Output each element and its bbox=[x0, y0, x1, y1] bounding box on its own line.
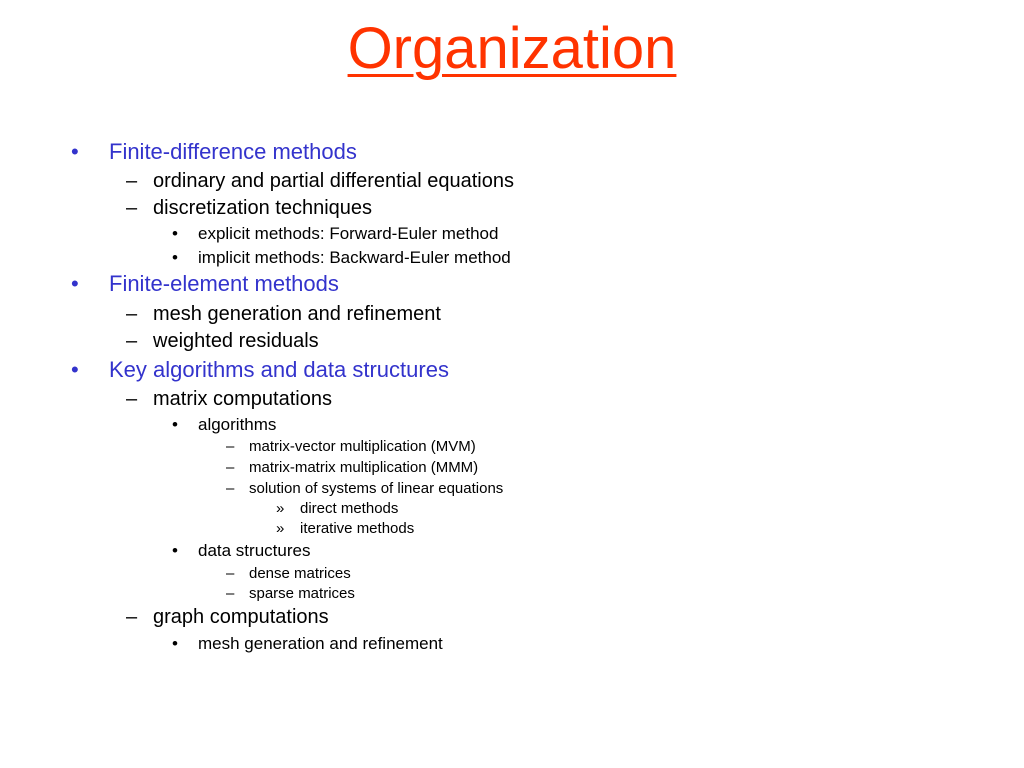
bullet-marker: – bbox=[226, 584, 235, 602]
outline-text: algorithms bbox=[198, 414, 277, 434]
bullet-marker: • bbox=[172, 633, 178, 653]
bullet-marker: – bbox=[126, 330, 138, 352]
bullet-marker: – bbox=[226, 479, 235, 497]
outline-text: sparse matrices bbox=[249, 584, 355, 602]
bullet-marker: – bbox=[226, 564, 235, 582]
bullet-marker: – bbox=[126, 606, 138, 628]
outline-text: Finite-difference methods bbox=[109, 139, 357, 164]
outline-text: Key algorithms and data structures bbox=[109, 357, 449, 382]
outline-text: explicit methods: Forward-Euler method bbox=[198, 223, 499, 243]
outline-text: dense matrices bbox=[249, 564, 351, 582]
bullet-marker: • bbox=[71, 357, 79, 382]
bullet-marker: – bbox=[126, 303, 138, 325]
outline-text: matrix-vector multiplication (MVM) bbox=[249, 437, 476, 455]
bullet-marker: – bbox=[126, 170, 138, 192]
outline-text: mesh generation and refinement bbox=[198, 633, 443, 653]
outline-text: Finite-element methods bbox=[109, 271, 339, 296]
outline-text: implicit methods: Backward-Euler method bbox=[198, 247, 511, 267]
bullet-marker: – bbox=[126, 197, 138, 219]
bullet-marker: » bbox=[276, 519, 285, 537]
outline-text: data structures bbox=[198, 540, 311, 560]
outline-text: mesh generation and refinement bbox=[153, 303, 441, 325]
bullet-marker: » bbox=[276, 499, 285, 517]
bullet-marker: – bbox=[226, 458, 235, 476]
bullet-marker: • bbox=[172, 247, 178, 267]
outline-text: solution of systems of linear equations bbox=[249, 479, 504, 497]
bullet-marker: • bbox=[172, 414, 178, 434]
outline-text: discretization techniques bbox=[153, 197, 373, 219]
bullet-marker: • bbox=[172, 223, 178, 243]
outline-text: matrix computations bbox=[153, 388, 332, 410]
outline-text: graph computations bbox=[153, 606, 329, 628]
bullet-marker: • bbox=[71, 139, 79, 164]
bullet-marker: – bbox=[226, 437, 235, 455]
outline-text: ordinary and partial differential equations bbox=[153, 170, 514, 192]
bullet-marker: • bbox=[71, 271, 79, 296]
outline-text: direct methods bbox=[300, 499, 399, 517]
outline-text: iterative methods bbox=[300, 519, 415, 537]
bullet-marker: • bbox=[172, 540, 178, 560]
bullet-marker: – bbox=[126, 388, 138, 410]
slide-title: Organization bbox=[347, 16, 677, 81]
outline-text: matrix-matrix multiplication (MMM) bbox=[249, 458, 479, 476]
outline-text: weighted residuals bbox=[153, 330, 319, 352]
